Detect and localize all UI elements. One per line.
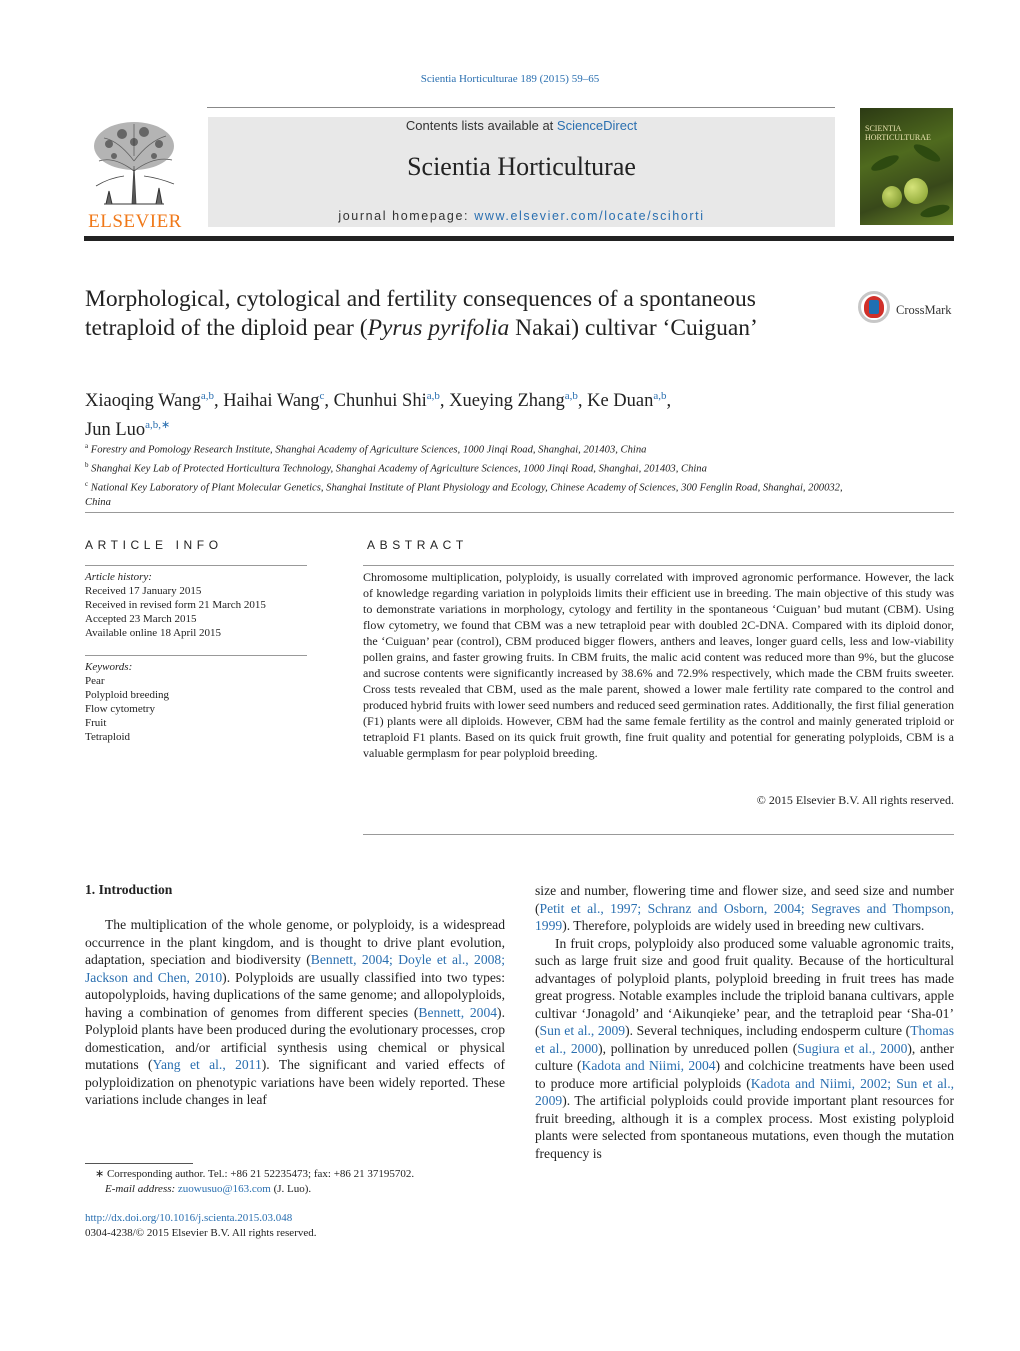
header-top-rule [207, 107, 835, 108]
citation-link[interactable]: Yang et al., 2011 [152, 1057, 262, 1072]
citation-link[interactable]: Kadota and Niimi, 2002; Sun et al., 2009 [535, 1075, 954, 1108]
crossmark-label: CrossMark [896, 303, 952, 317]
cover-title: SCIENTIA HORTICULTURAE [865, 124, 931, 142]
author[interactable]: Xueying Zhang$^{a,b}$ [449, 390, 578, 412]
body-text: The multiplication of the whole genome, or polyploidy, is a widespread occurrence in the plant kingdom, and is thought to drive plant evolution, adaptation, speciation and biodiversity ( [85, 917, 505, 967]
homepage-prefix: journal homepage: [338, 209, 475, 223]
keywords: Keywords: Pear Polyploid breeding Flow cytometry Fruit Tetraploid [85, 660, 307, 744]
cover-pear-icon [904, 178, 928, 204]
intro-paragraph [535, 935, 954, 1163]
keyword: Pear [85, 675, 105, 687]
body-text: ). Several techniques, including endosperm culture ( [625, 1023, 911, 1038]
citation-link[interactable]: Petit et al., 1997; Schranz and Osborn, 2004; Segraves and Thompson, 1999 [535, 900, 954, 933]
doi-block [85, 1211, 505, 1241]
keyword: Tetraploid [85, 731, 131, 743]
crossmark-badge[interactable] [858, 291, 958, 329]
issn-line: 0304-4238/© 2015 Elsevier B.V. All rights reserved. [85, 1227, 317, 1239]
email-link[interactable]: zuowusuo@163.com [177, 1183, 271, 1195]
abstract-text: Chromosome multiplication, polyploidy, is usually correlated with improved agronomic performance. However, the lack of knowledge regarding variation in polyploids limits their efficient use in breeding. The main objective of this study was to demonstrate variations in morphology, cytology and fertility in the spontaneous ‘Cuiguan’ bud mutant (CBM). Using flow cytometry, we found that CBM was a new tetraploid pear with doubled 2C-DNA. Compared with its diploid donor, the ‘Cuiguan’ pear (control), CBM produced bigger flowers, anthers and leaves, longer guard cells, less and low-viability pollen grains, and faster growing fruits. In CBM fruits, the malic acid content was reduced more than 9%, but the glucose and sucrose contents were significantly increased by 38.6% and 72.9% respectively, which made the CBM fruits sweeter. Cross tests revealed that CBM, used as the male parent, showed a lower male fertility rate compared to the control and produced hybrid fruits with lower seed numbers and reduced seed germination rates. Additionally, the first filial generation (F1) plants were all diploids. However, CBM had the same female fertility as the control and mainly generated triploid or tetraploid F1 plants. Based on its quick fruit growth, fine fruit quality and potential for generating polyploids, CBM is a valuable germplasm for pear polyploid breeding. [363, 570, 954, 760]
body-text: ). Polyploids are usually classified into two types: autopolyploids, having duplications of the same genome; and allopolyploids, having a combination of genomes from different species ( [85, 969, 505, 1020]
citation-link[interactable]: Sugiura et al., 2000 [797, 1040, 908, 1056]
journal-citation[interactable]: Scientia Horticulturae 189 (2015) 59–65 [420, 73, 600, 85]
body-text: ), pollination by unreduced pollen ( [598, 1040, 798, 1056]
contents-prefix: Contents lists available at [405, 118, 557, 133]
divider [363, 565, 954, 566]
divider [85, 655, 307, 656]
author-list: Xiaoqing Wang$^{a,b}$, Haihai Wang$^c$, Chunhui Shi$^{a,b}$, Xueying Zhang$^{a,b}$, Ke Duan$^{a,b}$, Jun Luo$^{a,b,∗}$ [85, 390, 672, 441]
journal-homepage [208, 209, 835, 223]
body-text: size and number, flowering time and flower size, and seed size and number ( [535, 883, 954, 916]
author[interactable]: Xiaoqing Wang$^{a,b}$ [85, 390, 214, 412]
author[interactable]: Chunhui Shi$^{a,b}$ [333, 390, 440, 412]
author[interactable]: Ke Duan$^{a,b}$ [587, 390, 667, 412]
affiliation: $^a$ Forestry and Pomology Research Institute, Shanghai Academy of Agriculture Sciences, 1000 Jinqi Road, Shanghai, 201403, China [85, 442, 647, 456]
paper-title: Morphological, cytological and fertility consequences of a spontaneous tetraploid of the diploid pear (Pyrus pyrifolia Nakai) cultivar ‘Cuiguan’ [85, 286, 758, 341]
abstract-copyright: © 2015 Elsevier B.V. All rights reserved. [756, 793, 954, 807]
body-text: In fruit crops, polyploidy also produced some valuable agronomic traits, such as large fruit size and good fruit quality. Because of the horticultural advantages of polyploid plants, polyploid breeding in fruit trees has made great progress. Notable examples include the triploid banana cultivars, apple cultivar ‘Jonagold’ and ‘Aikunqieke’ pear, and the tetraploid pear ‘Sha-01’ ( [535, 935, 954, 1038]
sciencedirect-link[interactable]: ScienceDirect [556, 118, 638, 133]
body-text: ). The artificial polyploids could provide important plant resources for fruit breeding, although it is a complex process. Most existing polyploid plants were selected from spontaneous mutations, even though the mutation frequency is [535, 1093, 954, 1161]
author[interactable]: Jun Luo$^{a,b,∗}$ [85, 419, 171, 441]
intro-right-column [535, 882, 954, 1162]
affiliation: $^c$ National Key Laboratory of Plant Molecular Genetics, Shanghai Institute of Plant Physiology and Ecology, Chinese Academy of Sciences, 300 Fenglin Road, Shanghai, 200032, China [85, 480, 843, 509]
elsevier-tree-icon [84, 116, 184, 208]
body-text: ). Polyploid plants have been produced during the evolutionary processes, crop domestication, and/or artificial synthesis using chemical or physical mutations ( [85, 1004, 505, 1072]
body-text: ). The significant and varied effects of polyploidization on phenotypic variations have been widely reported. These variations include changes in leaf [85, 1057, 506, 1107]
cover-pear-icon [882, 186, 902, 208]
corresponding-footnote: ∗ Corresponding author. Tel.: +86 21 52235473; fax: +86 21 37195702. E-mail address: zuowusuo@163.com (J. Luo). [95, 1168, 415, 1195]
contents-line [208, 118, 835, 133]
citation-link[interactable]: Sun et al., 2009 [539, 1023, 626, 1038]
body-text: ). Therefore, polyploids are widely used in breeding new cultivars. [562, 918, 925, 933]
intro-left-column [85, 916, 505, 1109]
divider [363, 834, 954, 835]
citation-link[interactable]: Thomas et al., 2000 [535, 1023, 954, 1056]
article-history: Article history: Received 17 January 2015 Received in revised form 21 March 2015 Accepted 23 March 2015 Available online 18 April 2015 [85, 571, 266, 639]
keyword: Fruit [85, 717, 107, 729]
body-text: ), anther culture ( [535, 1040, 954, 1073]
citation-link[interactable]: Bennett, 2004; Doyle et al., 2008; Jackson and Chen, 2010 [85, 952, 505, 985]
header-thick-rule [84, 236, 954, 241]
keyword: Flow cytometry [85, 703, 155, 715]
abstract-heading: ABSTRACT [367, 538, 468, 552]
citation-link[interactable]: Bennett, 2004 [418, 1004, 498, 1020]
footnote-rule [85, 1163, 193, 1164]
journal-cover-image[interactable] [860, 108, 953, 225]
homepage-link[interactable]: www.elsevier.com/locate/scihorti [474, 209, 705, 223]
body-text: ) and colchicine treatments have been used to produce more artificial polyploids ( [535, 1058, 955, 1091]
divider [85, 512, 954, 513]
intro-paragraph [535, 882, 954, 935]
article-info-heading: ARTICLE INFO [85, 538, 223, 552]
intro-paragraph [85, 916, 505, 1109]
affiliations [85, 439, 845, 511]
author[interactable]: Haihai Wang$^c$ [223, 390, 325, 412]
elsevier-wordmark: ELSEVIER [88, 211, 182, 232]
divider [85, 565, 307, 566]
affiliation: $^b$ Shanghai Key Lab of Protected Horticultura Technology, Shanghai Academy of Agriculture Sciences, 1000 Jinqi Road, Shanghai, 201403, China [85, 461, 707, 475]
journal-title: Scientia Horticulturae [407, 152, 636, 181]
doi-link[interactable]: http://dx.doi.org/10.1016/j.scienta.2015.03.048 [85, 1212, 293, 1224]
elsevier-logo[interactable] [84, 116, 186, 232]
intro-heading: 1. Introduction [85, 882, 173, 897]
citation-link[interactable]: Kadota and Niimi, 2004 [581, 1058, 716, 1073]
keyword: Polyploid breeding [85, 689, 170, 701]
